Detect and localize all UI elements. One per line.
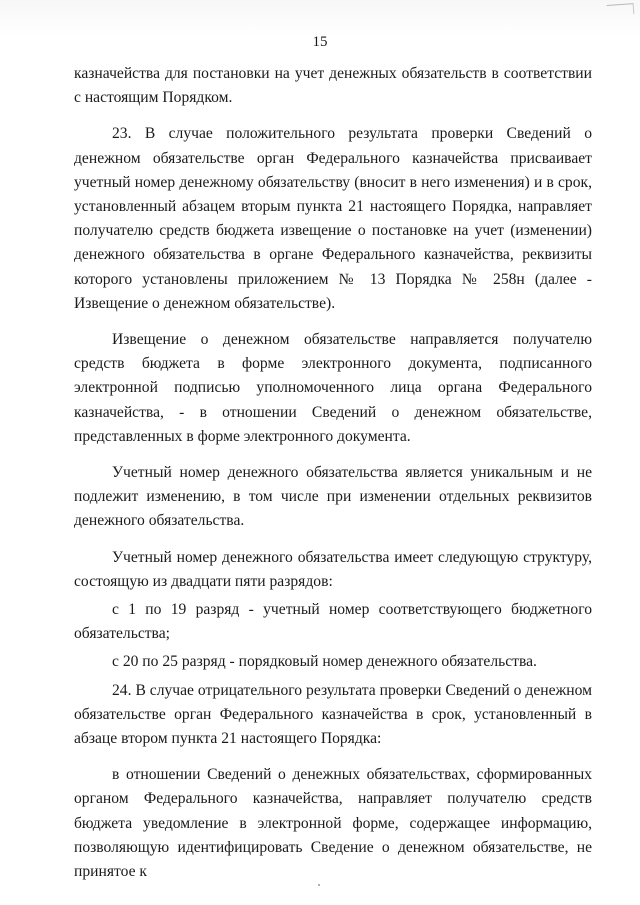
paragraph-item-24: 24. В случае отрицательного результата проверки Сведений о денежном обязательстве орган Федерального казначейства в срок, установленный в абзаце втором пункта 21 настоящего Порядка: xyxy=(74,681,592,748)
paragraph-number-structure: Учетный номер денежного обязательства имеет следующую структуру, состоящую из двадцати пяти разрядов: xyxy=(74,548,592,590)
paragraph-unique-number: Учетный номер денежного обязательства является уникальным и не подлежит изменению, в том числе при изменении отдельных реквизитов денежного обязательства. xyxy=(74,464,592,530)
document-body xyxy=(74,62,592,896)
paragraph-digits-20-25: с 20 по 25 разряд - порядковый номер денежного обязательства. xyxy=(112,653,537,671)
paragraph-notification: Извещение о денежном обязательстве направляется получателю средств бюджета в форме электронного документа, подписанного электронной подписью уполномоченного лица органа Федерального казначейства, - в отношении Сведений о денежном обязательстве, представленных в форме электронного документа. xyxy=(74,331,592,445)
paragraph-digits-1-19: с 1 по 19 разряд - учетный номер соответствующего бюджетного обязательства; xyxy=(74,601,592,643)
paragraph-treasury-info: в отношении Сведений о денежных обязательствах, сформированных органом Федерального казначейства, направляет получателю средств бюджета уведомление в электронной форме, содержащее информацию, позволяющую идентифицировать Сведение о денежном обязательстве, не принятое к xyxy=(74,766,592,881)
paragraph-item-23: 23. В случае положительного результата проверки Сведений о денежном обязательстве орган Федерального казначейства присваивает учетный номер денежному обязательству (вносит в него изменения) и в срок, установленный абзацем вторым пункта 21 настоящего Порядка, направляет получателю средств бюджета извещение о постановке на учет (изменении) денежного обязательства в органе Федерального казначейства, реквизиты которого установлены приложением № 13 Порядка № 258н (далее - Извещение о денежном обязательстве). xyxy=(74,125,592,312)
scan-corner-mark xyxy=(607,3,635,16)
scan-speck xyxy=(318,884,320,886)
page-number: 15 xyxy=(312,34,328,50)
paragraph-continuation: казначейства для постановки на учет денежных обязательств в соответствии с настоящим Порядком. xyxy=(74,65,592,107)
